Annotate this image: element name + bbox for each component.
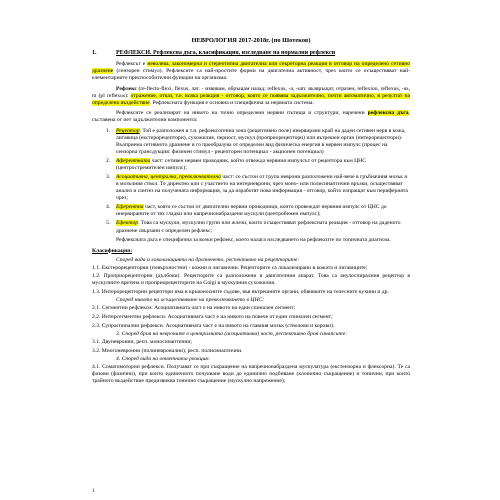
list-item <box>92 128 410 156</box>
item-number: 2. <box>106 158 111 165</box>
paragraph-definition <box>92 61 410 82</box>
paragraph-reflex-arc <box>92 110 410 124</box>
item-term: Еферентна <box>116 204 144 211</box>
text-run: , съставена от пет задължителни компонента: <box>92 110 410 124</box>
classification-group-title: Според вида и локализацията на дразненето, респективно на рецепторите: <box>116 256 300 263</box>
item-number: 1. <box>106 127 111 134</box>
item-text: част, която се състои от двигателни нервни проводници, които провеждат нервния импулс от ЦНС до инервираните от тях гладки или напречнонабраздени мускули (центробежен импулс); <box>116 204 387 218</box>
item-text: част: се състои от група неврони разположени най-вече в гръбначния мозък и в мозъчния ствол. Те директно или с участието на интерневрони, чрез моно- или полисинаптични връзки, осъществяват анализ и синтез на получената информация, за да изработят нова информация - отговор, който изпращат към периферията чрез; <box>116 174 408 202</box>
section-heading <box>92 50 410 57</box>
arc-component-list <box>92 128 410 235</box>
highlighted-text: отражение, отказ, т.е. всяка реакция - отговор, която се появява задължително, почти автоматично, в резултат на определено въздействие <box>92 92 410 106</box>
text-run: Рефлексите се реализират на нивото на точно определени нервни пътища и структури, наречени <box>116 110 368 117</box>
classification-line: 1.3. Интерорецепторни рецептори има в кръвоносните съдове, във вътрешните органи, обвивките на телесните кухини и др. <box>92 288 389 295</box>
list-item <box>92 220 410 234</box>
list-item <box>92 158 410 172</box>
item-number: 4. <box>106 204 111 211</box>
classification-heading: Класификация: <box>92 247 133 254</box>
classification-group-title: Според нивото на осъществяване на превключването в ЦНС: <box>116 297 265 304</box>
classification-line: 1.1. Екстерорецепторни (повърхностни) - кожни и лигавични. Рецепторите са локализирани в кожата и лигавиците; <box>92 264 368 271</box>
paragraph-etymology <box>92 86 410 107</box>
classification-line: 2.3. Супраспинални рефлекси. Асоциативната част е на нивото на главния мозък (стволови и корови). <box>92 322 335 329</box>
text-run: (re-flecto-flexi, flexus, лат. - извивам, обръщам назад; reflexus, -а, -um: възвръщат, отразен, reflexion, reflexus, -us, m (pl reflexus): <box>92 85 410 99</box>
item-number: 3. <box>106 174 111 181</box>
text-run: (сензорен стимул). Рефлексите са най-простите форми на двигателна активност, чрез които се осъществяват най-елементарните приспособителни функции на организма. <box>92 68 410 82</box>
classification-line: 2.2. Интерсегментни рефлекси. Асоциативната част е на нивото на повече от един спинален сегмент; <box>92 314 333 320</box>
text-run: . Рефлексната функция е основна и специфична за нервната система. <box>149 99 314 106</box>
item-term: Асоциативна, централна, превключвателна <box>116 174 221 181</box>
classification-line: 3.2. Многоневронни (полиневронални), респ. полисинаптични. <box>92 347 243 354</box>
section-number: 1. <box>92 50 97 56</box>
item-number: 5. <box>106 220 111 227</box>
classification-line: 4.1. Соматомоторни рефлекси. Получават се при съкращение на напречнонабраздена мускулатура (екстензорна и флексорна). Те са фазови (фазични), при които единичното почукване води до единично подбиване (клонично съкращение) и тонични, при които трайното въздействие предизвиква тонично съкращение (мускулно напрежение); <box>92 364 410 385</box>
section-title: РЕФЛЕКСИ. Рефлексна дъга, класификация, изследване на нормални рефлекси <box>116 50 336 56</box>
page-number: 1 <box>92 488 95 494</box>
item-text: . Той е разположен в т.н. рефлексогенна зона (рецептивно поле) инервирани край на даден сетивен нерв в кожа, лигавица (екстерорецептори), сухожилие, периост, мускул (проприорецептори) или вътрешен орган (интерорецептори). Възприема сетивното дразнене и го преобразува от определен вид физическа енергия в нервен импулс (процес на сензорна трансдукция: физичен стимул - рецепторен потенциал - акционен потенциал) <box>116 127 406 156</box>
highlighted-text: неволева, закономерна и стереотипна двигателна или секреторна реакция в отговор на определено сетивно дразнене <box>92 61 410 75</box>
paragraph-specificity: Рефлексната дъга е специфична за всеки рефлекс, което налага изследването на рефлексите по топичната диагноза. <box>116 236 391 243</box>
text-run: Рефлексът е <box>116 61 148 68</box>
classification-line: 3.1. Двуневронни, респ. моносинаптични; <box>92 339 192 346</box>
item-text: част: сетивен нервен проводник, който отвежда нервния импулсът от рецептора към ЦНС (центростремителен импулс); <box>116 158 366 172</box>
classification-line: 2.1. Сегментни рефлекси. Асоциативната част е на нивото на един спинален сегмент; <box>92 305 296 312</box>
classification-group-title: 4. Според вида на ответната реакция: <box>116 356 210 363</box>
document-content <box>92 37 410 387</box>
item-term: Рецептор <box>116 127 140 134</box>
term-reflex: Рефлекс <box>116 85 137 92</box>
item-term: Аферентната <box>116 158 151 165</box>
highlighted-term: рефлексна дъга <box>367 110 409 117</box>
item-text: . Това са мускули, мускулни групи или жлези, които осъществяват рефлексната реакция - отговор на даденото дразнене свързани с определен рефлекс; <box>116 220 401 234</box>
document-title: НЕВРОЛОГИЯ 2017-2018г. (по Шотеков) <box>191 37 311 44</box>
item-term: Ефектор <box>116 220 139 227</box>
classification-group-title: 3. Според броя на невроните в централната (асоциативна) част, респективно броя синапсите: <box>116 331 347 338</box>
list-item <box>92 204 410 218</box>
list-item <box>92 174 410 202</box>
classification-line: 1.2. Проприорецепторни (дълбоки). Рецепторите са разположени в двигателния апарат. Това са анулоспиралния рецептор в мускулните вретена и проприорецепторите на Golgi в мускулния сухожилия. <box>92 273 410 287</box>
